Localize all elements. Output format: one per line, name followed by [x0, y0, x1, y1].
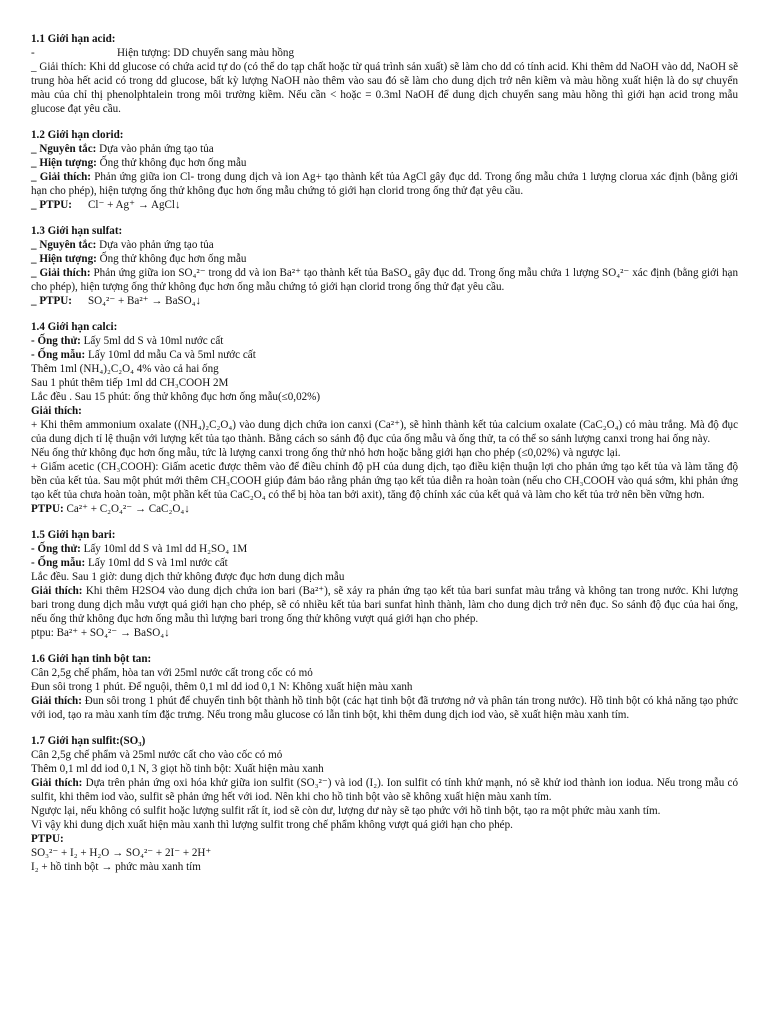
value: Dựa trên phản ứng oxi hóa khử giữa ion sulfit (SO₃²⁻) và iod (I₂). Ion sulfit có tính khử mạnh, nó sẽ khử iod thành ion iodua. Nếu trong mẫu có sulfit, khi thêm iod vào, sulfit sẽ phản ứng hết với iod. Nên khi cho hồ tinh bột vào sẽ không xuất hiện màu xanh tím. — [31, 777, 738, 803]
equation: Cl⁻ + Ag⁺ → AgCl↓ — [87, 199, 181, 211]
value: Ống thử không đục hơn ống mẫu — [96, 157, 247, 169]
section-title: 1.4 Giới hạn calci: — [31, 321, 118, 333]
explanation-heading: Giải thích: — [31, 405, 82, 417]
step-line: Sau 1 phút thêm tiếp 1ml dd CH₃COOH 2M — [31, 377, 229, 389]
section-title: 1.6 Giới hạn tinh bột tan: — [31, 653, 152, 665]
equation-line — [31, 198, 738, 212]
explanation-paragraph: Vì vậy khi dung dịch xuất hiện màu xanh thì lượng sulfit trong chế phẩm không vượt quá giới hạn cho phép. — [31, 819, 513, 831]
label: Giải thích: — [31, 695, 82, 707]
explanation-paragraph — [31, 776, 738, 804]
value: Đun sôi trong 1 phút để chuyển tinh bột thành hồ tinh bột (các hạt tinh bột đã trương nở và phân tán trong nước). Hồ tinh bột có khả năng tạo phức với iod, tạo ra màu xanh tím đặc trưng. Nếu trong mẫu glucose có lẫn tinh bột, khi thêm dung dịch iod vào, sẽ xuất hiện màu xanh tím. — [31, 695, 738, 721]
section-title: 1.5 Giới hạn bari: — [31, 529, 116, 541]
equation: Ca²⁺ + C₂O₄²⁻ → CaC₂O₄↓ — [63, 503, 190, 515]
section-calcium-limit — [31, 320, 738, 516]
step-line: Lắc đều. Sau 1 giờ: dung dịch thử không được đục hơn dung dịch mẫu — [31, 571, 345, 583]
equation-line — [31, 294, 738, 308]
explanation-paragraph — [31, 694, 738, 722]
section-title: 1.1 Giới hạn acid: — [31, 33, 116, 45]
section-title: 1.2 Giới hạn clorid: — [31, 129, 124, 141]
phenomenon-line — [31, 156, 738, 170]
explanation-paragraph — [31, 584, 738, 626]
label: - Ống mẫu: — [31, 557, 86, 569]
step-line: Đun sôi trong 1 phút. Để nguội, thêm 0,1 ml dd iod 0,1 N: Không xuất hiện màu xanh — [31, 681, 413, 693]
explanation-paragraph — [31, 266, 738, 294]
explanation-paragraph: Nếu ống thử không đục hơn ống mẫu, tức là lượng canxi trong ống thử nhỏ hơn hoặc bằng giới hạn cho phép (≤0,02%) và ngược lại. — [31, 447, 621, 459]
list-dash: - — [31, 47, 35, 59]
label: Giải thích: — [31, 777, 83, 789]
label: _ Nguyên tắc: — [31, 143, 97, 155]
equation: SO₄²⁻ + Ba²⁺ → BaSO₄↓ — [87, 295, 202, 307]
step-line: Thêm 0,1 ml dd iod 0,1 N, 3 giọt hồ tinh bột: Xuất hiện màu xanh — [31, 763, 324, 775]
equation-line: ptpu: Ba²⁺ + SO₄²⁻ → BaSO₄↓ — [31, 627, 170, 639]
value: Dựa vào phản ứng tạo tủa — [96, 143, 214, 155]
label: _ Nguyên tắc: — [31, 239, 97, 251]
sample-tube-line — [31, 556, 738, 570]
label: - Ống mẫu: — [31, 349, 86, 361]
step-line: Cân 2,5g chế phẩm, hòa tan với 25ml nước cất trong cốc có mỏ — [31, 667, 313, 679]
value: Lấy 5ml dd S và 10ml nước cất — [80, 335, 224, 347]
phenomenon-text: Hiện tượng: DD chuyển sang màu hồng — [117, 47, 295, 59]
value: Dựa vào phản ứng tạo tủa — [96, 239, 214, 251]
section-sulfate-limit — [31, 224, 738, 308]
equation-line: SO₃²⁻ + I₂ + H₂O → SO₄²⁻ + 2I⁻ + 2H⁺ — [31, 847, 212, 859]
explanation-paragraph: + Khi thêm ammonium oxalate ((NH₄)₂C₂O₄) vào dung dịch chứa ion canxi (Ca²⁺), sẽ hình thành kết tủa calcium oxalate (CaC₂O₄) có màu trắng. Mà độ đục của dung dịch tỉ lệ thuận với lượng kết tủa tạo thành. Bằng cách so sánh độ đục của ống mẫu và ống thử, ta có thể so sánh lượng canxi trong hai ống này. — [31, 419, 738, 445]
step-line: Thêm 1ml (NH₄)₂C₂O₄ 4% vào cả hai ống — [31, 363, 219, 375]
explanation-paragraph: Ngược lại, nếu không có sulfit hoặc lượng sulfit rất ít, iod sẽ còn dư, lượng dư này sẽ tạo phức với hồ tinh bột, tạo ra một phức màu xanh tím. — [31, 805, 661, 817]
label: _ Giải thích: — [31, 267, 91, 279]
section-title: 1.7 Giới hạn sulfit:(SO₃) — [31, 735, 146, 747]
label: Giải thích: — [31, 585, 83, 597]
label: - Ống thử: — [31, 543, 81, 555]
value: Phản ứng giữa ion Cl- trong dung dịch và ion Ag+ tạo thành kết tủa AgCl gây đục dd. Trong ống mẫu chứa 1 lượng clorua xác định (bằng giới hạn cho phép), hiện tượng ống thử không đục hơn ống mẫu chứng tỏ giới hạn clorid trong ống thử đạt yêu cầu. — [31, 171, 738, 197]
label: _ PTPU: — [31, 199, 72, 211]
section-barium-limit — [31, 528, 738, 640]
step-line: Lắc đều . Sau 15 phút: ống thử không đục hơn ống mẫu(≤0,02%) — [31, 391, 321, 403]
value: Khi thêm H2SO4 vào dung dịch chứa ion bari (Ba²⁺), sẽ xảy ra phản ứng tạo kết tủa bari sunfat màu trắng và không tan trong nước. Khi lượng bari trong dung dịch mẫu vượt quá giới hạn cho phép, sẽ có nhiều kết tủa bari sunfat hình thành, làm cho dung dịch trở nên đục. So sánh độ đục của hai ống, nếu ống thử không đục hơn ống mẫu thì lượng bari trong ống thử không vượt quá giới hạn cho phép. — [31, 585, 738, 625]
sample-tube-line — [31, 348, 738, 362]
explanation-paragraph — [31, 170, 738, 198]
step-line: Cân 2,5g chế phẩm và 25ml nước cất cho vào cốc có mỏ — [31, 749, 283, 761]
equation-line — [31, 502, 738, 516]
explanation-paragraph: + Giấm acetic (CH₃COOH): Giấm acetic được thêm vào để điều chỉnh độ pH của dung dịch, tạo điều kiện thuận lợi cho phản ứng tạo kết tủa và làm tăng độ bền của kết tủa. Sau một phút mới thêm CH₃COOH giúp đảm bảo rằng phản ứng tạo kết tủa diễn ra hoàn toàn (nếu cho CH₃COOH vào quá sớm, khi phản ứng tạo kết tủa chưa hoàn toàn, một phần kết tủa CaC₂O₄ có thể bị hòa tan bởi axit), tăng độ chính xác của kết quả và làm cho kết tủa trở nên bền vững hơn. — [31, 461, 738, 501]
label: _ Hiện tượng: — [31, 253, 97, 265]
test-tube-line — [31, 542, 738, 556]
value: Phản ứng giữa ion SO₄²⁻ trong dd và ion Ba²⁺ tạo thành kết tủa BaSO₄ gây đục dd. Trong ống mẫu chứa 1 lượng SO₄²⁻ xác định (bằng giới hạn cho phép), hiện tượng ống thử không đục hơn ống mẫu chứng tỏ giới hạn clorid trong ống thử đạt yêu cầu. — [31, 267, 739, 293]
value: Lấy 10ml dd mẫu Ca và 5ml nước cất — [85, 349, 256, 361]
principle-line — [31, 142, 738, 156]
section-starch-limit — [31, 652, 738, 722]
phenomenon-line — [31, 46, 738, 60]
label: - Ống thử: — [31, 335, 81, 347]
label: PTPU: — [31, 503, 64, 515]
label: _ PTPU: — [31, 295, 72, 307]
label: _ Giải thích: — [31, 171, 91, 183]
value: Lấy 10ml dd S và 1ml dd H₂SO₄ 1M — [80, 543, 248, 555]
value: Ống thử không đục hơn ống mẫu — [96, 253, 247, 265]
phenomenon-line — [31, 252, 738, 266]
section-sulfite-limit — [31, 734, 738, 874]
explanation-paragraph: _ Giải thích: Khi dd glucose có chứa acid tự do (có thể do tạp chất hoặc từ quá trình sản xuất) sẽ làm cho dd có tính acid. Khi thêm dd NaOH vào dd, NaOH sẽ trung hòa hết acid có trong dd glucose, bất kỳ lượng NaOH nào thêm vào sau đó sẽ làm cho dung dịch trở nên kiềm và màu hồng xuất hiện là do sự chuyển màu của chỉ thị phenolphtalein trong môi trường kiềm. Nếu cần < hoặc = 0.3ml NaOH để dung dịch chuyển sang màu hồng thì giới hạn acid trong mẫu glucose đạt yêu cầu. — [31, 61, 738, 115]
section-title: 1.3 Giới hạn sulfat: — [31, 225, 123, 237]
label: _ Hiện tượng: — [31, 157, 97, 169]
equation-line: I₂ + hồ tinh bột → phức màu xanh tím — [31, 861, 201, 873]
value: Lấy 10ml dd S và 1ml nước cất — [85, 557, 228, 569]
principle-line — [31, 238, 738, 252]
test-tube-line — [31, 334, 738, 348]
equation-heading: PTPU: — [31, 833, 64, 845]
section-chloride-limit — [31, 128, 738, 212]
section-acid-limit — [31, 32, 738, 116]
